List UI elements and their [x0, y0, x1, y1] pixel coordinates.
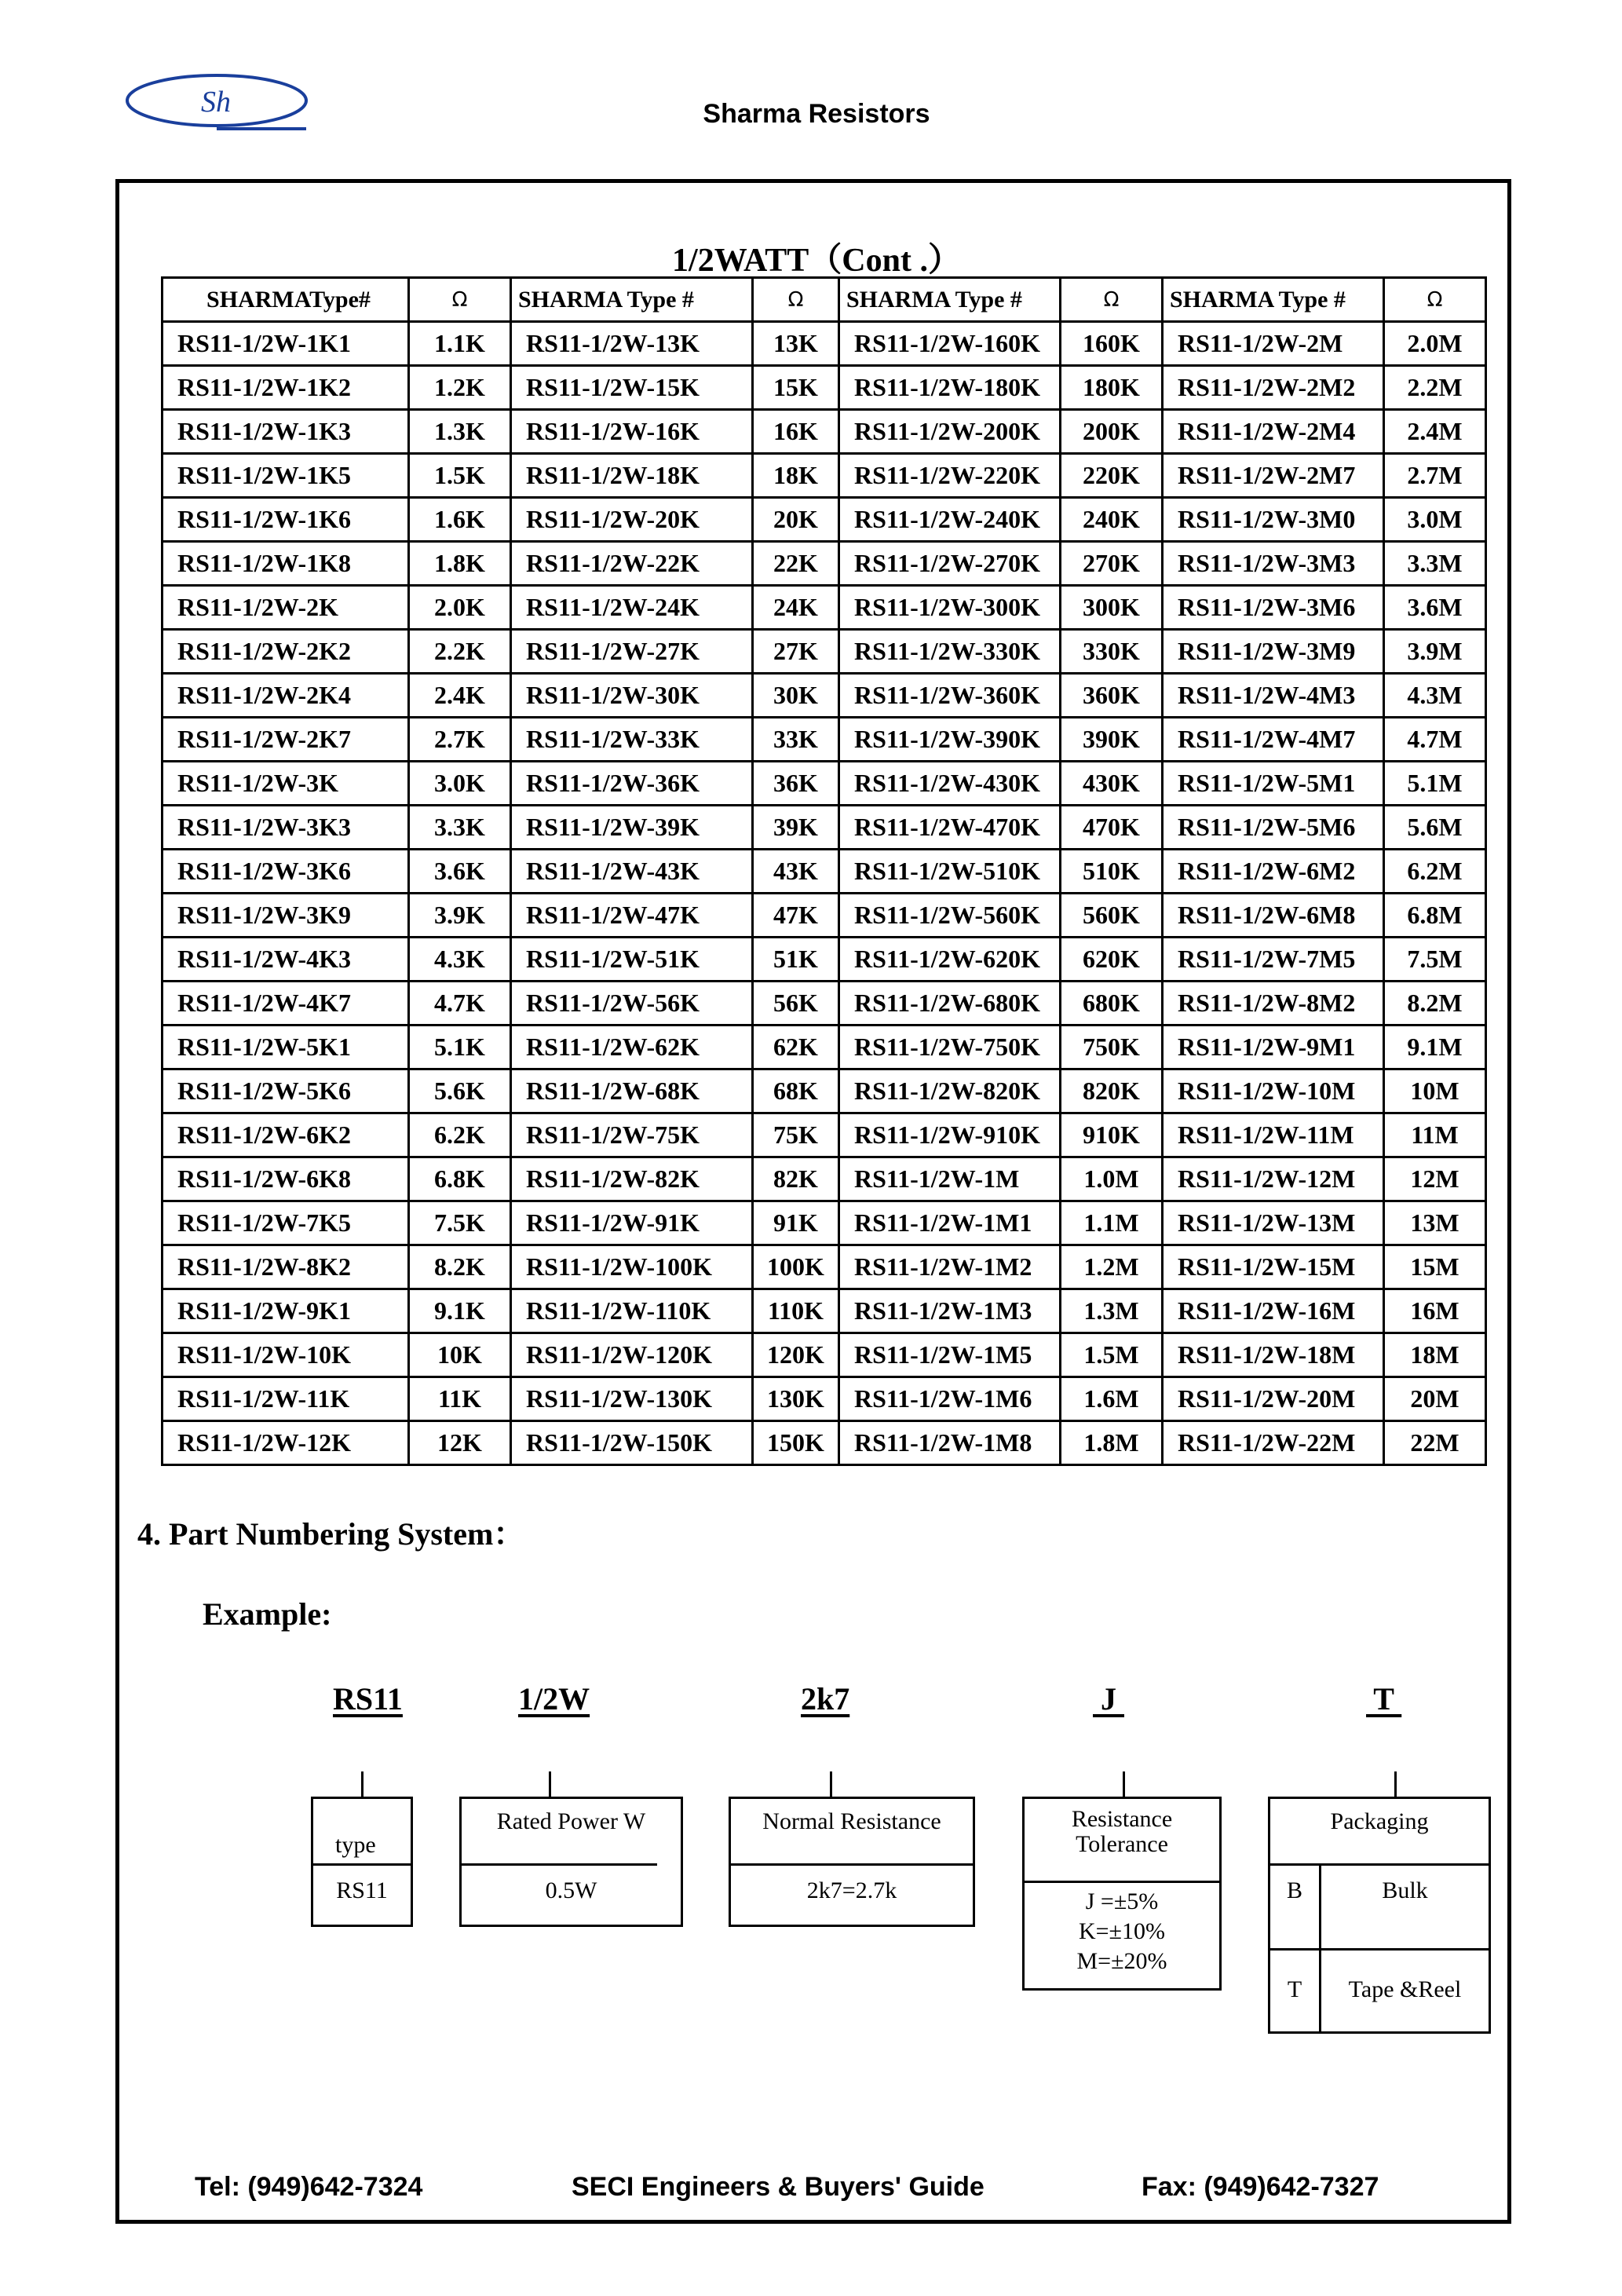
type-number-cell: RS11-1/2W-180K [839, 366, 1061, 410]
type-box-value: RS11 [336, 1877, 388, 1903]
resistance-value-cell: 47K [753, 894, 839, 938]
example-part-resistance: 2k7 [801, 1681, 850, 1717]
table-row [163, 1157, 1486, 1201]
type-number-cell: RS11-1/2W-33K [511, 718, 753, 762]
type-number-cell: RS11-1/2W-6K2 [163, 1113, 409, 1157]
resistance-value-cell: 1.3M [1061, 1289, 1163, 1333]
resistance-value-cell: 220K [1061, 454, 1163, 498]
packaging-title: Packaging [1330, 1808, 1429, 1834]
type-number-cell: RS11-1/2W-4K7 [163, 982, 409, 1026]
table-row [163, 586, 1486, 630]
table-row [163, 322, 1486, 366]
section-heading: 4. Part Numbering System： [137, 1516, 525, 1552]
type-number-cell: RS11-1/2W-1K3 [163, 410, 409, 454]
resistance-value-cell: 3.6M [1384, 586, 1486, 630]
type-number-cell: RS11-1/2W-12M [1163, 1157, 1384, 1201]
resistance-value-cell: 3.6K [409, 850, 511, 894]
resistance-value-cell: 56K [753, 982, 839, 1026]
resistance-value-cell: 6.8M [1384, 894, 1486, 938]
resistance-value-cell: 130K [753, 1377, 839, 1421]
resistance-value-cell: 6.8K [409, 1157, 511, 1201]
resistance-value-cell: 11M [1384, 1113, 1486, 1157]
divider [1270, 1948, 1489, 1951]
resistance-value-cell: 620K [1061, 938, 1163, 982]
resistance-value-cell: 36K [753, 762, 839, 806]
type-box-title: type [335, 1832, 376, 1858]
resistance-value-cell: 300K [1061, 586, 1163, 630]
type-number-cell: RS11-1/2W-36K [511, 762, 753, 806]
type-number-cell: RS11-1/2W-2M4 [1163, 410, 1384, 454]
type-number-cell: RS11-1/2W-27K [511, 630, 753, 674]
resistance-value-cell: 1.0M [1061, 1157, 1163, 1201]
type-number-cell: RS11-1/2W-510K [839, 850, 1061, 894]
type-number-cell: RS11-1/2W-2M [1163, 322, 1384, 366]
resistance-value-cell: 7.5M [1384, 938, 1486, 982]
type-number-cell: RS11-1/2W-680K [839, 982, 1061, 1026]
table-row [163, 542, 1486, 586]
resistance-value-cell: 3.3K [409, 806, 511, 850]
type-number-cell: RS11-1/2W-7M5 [1163, 938, 1384, 982]
type-number-cell: RS11-1/2W-300K [839, 586, 1061, 630]
type-number-cell: RS11-1/2W-360K [839, 674, 1061, 718]
type-number-cell: RS11-1/2W-6M2 [1163, 850, 1384, 894]
type-number-cell: RS11-1/2W-8K2 [163, 1245, 409, 1289]
type-number-cell: RS11-1/2W-30K [511, 674, 753, 718]
type-box [311, 1797, 413, 1927]
resistance-value-cell: 2.0M [1384, 322, 1486, 366]
resistance-value-cell: 24K [753, 586, 839, 630]
type-number-cell: RS11-1/2W-10M [1163, 1069, 1384, 1113]
type-number-cell: RS11-1/2W-56K [511, 982, 753, 1026]
type-number-cell: RS11-1/2W-5K6 [163, 1069, 409, 1113]
rated-power-value: 0.5W [545, 1877, 597, 1903]
resistance-value-cell: 2.4K [409, 674, 511, 718]
footer-tel: Tel: (949)642-7324 [195, 2172, 423, 2202]
type-number-cell: RS11-1/2W-240K [839, 498, 1061, 542]
packaging-code-bulk: B [1286, 1877, 1302, 1903]
table-row [163, 1201, 1486, 1245]
normal-resistance-title: Normal Resistance [762, 1808, 941, 1834]
type-number-cell: RS11-1/2W-5M6 [1163, 806, 1384, 850]
header-ohm-2: Ω [753, 278, 839, 322]
type-number-cell: RS11-1/2W-6K8 [163, 1157, 409, 1201]
normal-resistance-box [729, 1797, 975, 1927]
tolerance-values [1025, 1887, 1219, 1976]
resistance-value-cell: 150K [753, 1421, 839, 1465]
type-number-cell: RS11-1/2W-3K3 [163, 806, 409, 850]
resistance-value-cell: 2.0K [409, 586, 511, 630]
example-part-power: 1/2W [518, 1681, 590, 1717]
resistance-value-cell: 2.2M [1384, 366, 1486, 410]
company-name: Sharma Resistors [703, 99, 930, 129]
resistance-value-cell: 180K [1061, 366, 1163, 410]
type-number-cell: RS11-1/2W-1M6 [839, 1377, 1061, 1421]
type-number-cell: RS11-1/2W-1M3 [839, 1289, 1061, 1333]
type-number-cell: RS11-1/2W-2M2 [1163, 366, 1384, 410]
resistance-value-cell: 4.3K [409, 938, 511, 982]
resistance-value-cell: 160K [1061, 322, 1163, 366]
resistance-value-cell: 4.7M [1384, 718, 1486, 762]
resistor-table [161, 276, 1487, 1466]
type-number-cell: RS11-1/2W-270K [839, 542, 1061, 586]
resistance-value-cell: 560K [1061, 894, 1163, 938]
resistance-value-cell: 510K [1061, 850, 1163, 894]
type-number-cell: RS11-1/2W-160K [839, 322, 1061, 366]
table-row [163, 1113, 1486, 1157]
resistance-value-cell: 120K [753, 1333, 839, 1377]
type-number-cell: RS11-1/2W-5M1 [1163, 762, 1384, 806]
resistance-value-cell: 1.1K [409, 322, 511, 366]
connector-tick [830, 1771, 832, 1797]
type-number-cell: RS11-1/2W-3M6 [1163, 586, 1384, 630]
tolerance-box [1022, 1797, 1222, 1991]
type-number-cell: RS11-1/2W-75K [511, 1113, 753, 1157]
type-number-cell: RS11-1/2W-11K [163, 1377, 409, 1421]
resistance-value-cell: 5.6M [1384, 806, 1486, 850]
resistance-value-cell: 13K [753, 322, 839, 366]
connector-tick [1123, 1771, 1125, 1797]
type-number-cell: RS11-1/2W-24K [511, 586, 753, 630]
table-row [163, 894, 1486, 938]
resistance-value-cell: 5.1M [1384, 762, 1486, 806]
type-number-cell: RS11-1/2W-13M [1163, 1201, 1384, 1245]
type-number-cell: RS11-1/2W-6M8 [1163, 894, 1384, 938]
type-number-cell: RS11-1/2W-39K [511, 806, 753, 850]
footer-guide: SECI Engineers & Buyers' Guide [572, 2172, 985, 2202]
resistance-value-cell: 1.8K [409, 542, 511, 586]
type-number-cell: RS11-1/2W-1M [839, 1157, 1061, 1201]
type-number-cell: RS11-1/2W-62K [511, 1026, 753, 1069]
logo-text: Sh [201, 86, 231, 119]
tolerance-title-line2: Tolerance [1076, 1831, 1168, 1857]
resistance-value-cell: 2.4M [1384, 410, 1486, 454]
resistance-value-cell: 75K [753, 1113, 839, 1157]
rated-power-title: Rated Power W [496, 1808, 646, 1834]
header-ohm-4: Ω [1384, 278, 1486, 322]
type-number-cell: RS11-1/2W-4M3 [1163, 674, 1384, 718]
table-row [163, 674, 1486, 718]
type-number-cell: RS11-1/2W-100K [511, 1245, 753, 1289]
table-row [163, 1026, 1486, 1069]
resistance-value-cell: 82K [753, 1157, 839, 1201]
normal-resistance-value: 2k7=2.7k [806, 1877, 897, 1903]
header-type-2: SHARMA Type # [511, 278, 753, 322]
header-ohm-1: Ω [409, 278, 511, 322]
type-number-cell: RS11-1/2W-220K [839, 454, 1061, 498]
type-number-cell: RS11-1/2W-4M7 [1163, 718, 1384, 762]
resistance-value-cell: 5.6K [409, 1069, 511, 1113]
packaging-label-bulk: Bulk [1382, 1877, 1428, 1903]
resistance-value-cell: 680K [1061, 982, 1163, 1026]
table-title: 1/2WATT（Cont .） [672, 243, 961, 279]
resistance-value-cell: 10K [409, 1333, 511, 1377]
tolerance-value: K=±10% [1078, 1918, 1166, 1944]
type-number-cell: RS11-1/2W-620K [839, 938, 1061, 982]
resistance-value-cell: 2.7K [409, 718, 511, 762]
type-number-cell: RS11-1/2W-470K [839, 806, 1061, 850]
packaging-label-tape: Tape &Reel [1348, 1976, 1462, 2002]
type-number-cell: RS11-1/2W-820K [839, 1069, 1061, 1113]
type-number-cell: RS11-1/2W-18K [511, 454, 753, 498]
type-number-cell: RS11-1/2W-560K [839, 894, 1061, 938]
table-row [163, 806, 1486, 850]
type-number-cell: RS11-1/2W-1M1 [839, 1201, 1061, 1245]
divider [731, 1863, 973, 1866]
type-number-cell: RS11-1/2W-15M [1163, 1245, 1384, 1289]
type-number-cell: RS11-1/2W-430K [839, 762, 1061, 806]
resistance-value-cell: 4.3M [1384, 674, 1486, 718]
type-number-cell: RS11-1/2W-43K [511, 850, 753, 894]
type-number-cell: RS11-1/2W-2M7 [1163, 454, 1384, 498]
header-ohm-3: Ω [1061, 278, 1163, 322]
resistance-value-cell: 3.0M [1384, 498, 1486, 542]
resistance-value-cell: 5.1K [409, 1026, 511, 1069]
example-part-packaging: T [1366, 1681, 1402, 1717]
divider [1270, 1863, 1489, 1866]
table-row [163, 630, 1486, 674]
type-number-cell: RS11-1/2W-47K [511, 894, 753, 938]
resistance-value-cell: 240K [1061, 498, 1163, 542]
type-number-cell: RS11-1/2W-3M3 [1163, 542, 1384, 586]
table-row [163, 762, 1486, 806]
resistance-value-cell: 1.5M [1061, 1333, 1163, 1377]
type-number-cell: RS11-1/2W-330K [839, 630, 1061, 674]
table-row [163, 982, 1486, 1026]
type-number-cell: RS11-1/2W-3K6 [163, 850, 409, 894]
resistance-value-cell: 110K [753, 1289, 839, 1333]
resistance-value-cell: 62K [753, 1026, 839, 1069]
resistance-value-cell: 3.3M [1384, 542, 1486, 586]
type-number-cell: RS11-1/2W-18M [1163, 1333, 1384, 1377]
resistance-value-cell: 1.6K [409, 498, 511, 542]
type-number-cell: RS11-1/2W-11M [1163, 1113, 1384, 1157]
resistance-value-cell: 820K [1061, 1069, 1163, 1113]
resistance-value-cell: 1.2M [1061, 1245, 1163, 1289]
type-number-cell: RS11-1/2W-16K [511, 410, 753, 454]
resistance-value-cell: 18M [1384, 1333, 1486, 1377]
example-label: Example: [203, 1596, 332, 1632]
resistance-value-cell: 1.3K [409, 410, 511, 454]
type-number-cell: RS11-1/2W-15K [511, 366, 753, 410]
type-number-cell: RS11-1/2W-8M2 [1163, 982, 1384, 1026]
resistance-value-cell: 1.1M [1061, 1201, 1163, 1245]
resistance-value-cell: 13M [1384, 1201, 1486, 1245]
resistance-value-cell: 91K [753, 1201, 839, 1245]
packaging-box [1268, 1797, 1491, 2034]
table-row [163, 1069, 1486, 1113]
table-row [163, 454, 1486, 498]
table-row [163, 1289, 1486, 1333]
type-number-cell: RS11-1/2W-2K4 [163, 674, 409, 718]
resistance-value-cell: 1.6M [1061, 1377, 1163, 1421]
type-number-cell: RS11-1/2W-390K [839, 718, 1061, 762]
table-row [163, 1245, 1486, 1289]
example-part-series: RS11 [333, 1681, 403, 1717]
footer-fax: Fax: (949)642-7327 [1142, 2172, 1379, 2202]
type-number-cell: RS11-1/2W-10K [163, 1333, 409, 1377]
type-number-cell: RS11-1/2W-7K5 [163, 1201, 409, 1245]
resistance-value-cell: 11K [409, 1377, 511, 1421]
resistance-value-cell: 100K [753, 1245, 839, 1289]
resistance-value-cell: 10M [1384, 1069, 1486, 1113]
tolerance-value: J =±5% [1085, 1888, 1159, 1914]
resistance-value-cell: 470K [1061, 806, 1163, 850]
type-number-cell: RS11-1/2W-120K [511, 1333, 753, 1377]
header-type-1: SHARMAType# [163, 278, 409, 322]
resistance-value-cell: 6.2M [1384, 850, 1486, 894]
resistance-value-cell: 27K [753, 630, 839, 674]
type-number-cell: RS11-1/2W-3M0 [1163, 498, 1384, 542]
resistance-value-cell: 200K [1061, 410, 1163, 454]
resistance-value-cell: 39K [753, 806, 839, 850]
table-row [163, 850, 1486, 894]
resistance-value-cell: 3.9K [409, 894, 511, 938]
resistance-value-cell: 33K [753, 718, 839, 762]
connector-tick [1394, 1771, 1397, 1797]
type-number-cell: RS11-1/2W-910K [839, 1113, 1061, 1157]
rated-power-box [459, 1797, 683, 1927]
table-row [163, 1333, 1486, 1377]
resistance-value-cell: 20K [753, 498, 839, 542]
connector-tick [361, 1771, 363, 1797]
resistance-value-cell: 20M [1384, 1377, 1486, 1421]
resistance-value-cell: 430K [1061, 762, 1163, 806]
table-row [163, 938, 1486, 982]
resistance-value-cell: 22K [753, 542, 839, 586]
resistance-value-cell: 51K [753, 938, 839, 982]
type-number-cell: RS11-1/2W-16M [1163, 1289, 1384, 1333]
type-number-cell: RS11-1/2W-3K [163, 762, 409, 806]
table-row [163, 718, 1486, 762]
resistance-value-cell: 6.2K [409, 1113, 511, 1157]
type-number-cell: RS11-1/2W-130K [511, 1377, 753, 1421]
type-number-cell: RS11-1/2W-82K [511, 1157, 753, 1201]
divider [462, 1863, 657, 1866]
type-number-cell: RS11-1/2W-1M5 [839, 1333, 1061, 1377]
type-number-cell: RS11-1/2W-150K [511, 1421, 753, 1465]
type-number-cell: RS11-1/2W-1M8 [839, 1421, 1061, 1465]
type-number-cell: RS11-1/2W-20M [1163, 1377, 1384, 1421]
type-number-cell: RS11-1/2W-13K [511, 322, 753, 366]
resistance-value-cell: 390K [1061, 718, 1163, 762]
resistance-value-cell: 16K [753, 410, 839, 454]
type-number-cell: RS11-1/2W-2K7 [163, 718, 409, 762]
resistance-value-cell: 270K [1061, 542, 1163, 586]
resistance-value-cell: 750K [1061, 1026, 1163, 1069]
resistance-value-cell: 910K [1061, 1113, 1163, 1157]
table-row [163, 1377, 1486, 1421]
resistance-value-cell: 3.9M [1384, 630, 1486, 674]
resistance-value-cell: 330K [1061, 630, 1163, 674]
header-type-4: SHARMA Type # [1163, 278, 1384, 322]
table-header-row [163, 278, 1486, 322]
connector-tick [549, 1771, 551, 1797]
type-number-cell: RS11-1/2W-1M2 [839, 1245, 1061, 1289]
type-number-cell: RS11-1/2W-110K [511, 1289, 753, 1333]
table-body [163, 322, 1486, 1465]
resistance-value-cell: 7.5K [409, 1201, 511, 1245]
resistance-value-cell: 15M [1384, 1245, 1486, 1289]
type-number-cell: RS11-1/2W-1K1 [163, 322, 409, 366]
resistance-value-cell: 3.0K [409, 762, 511, 806]
resistance-value-cell: 12M [1384, 1157, 1486, 1201]
type-number-cell: RS11-1/2W-3K9 [163, 894, 409, 938]
resistance-value-cell: 18K [753, 454, 839, 498]
company-logo [124, 72, 309, 135]
type-number-cell: RS11-1/2W-1K2 [163, 366, 409, 410]
resistance-value-cell: 2.2K [409, 630, 511, 674]
table-row [163, 410, 1486, 454]
resistance-value-cell: 22M [1384, 1421, 1486, 1465]
resistance-value-cell: 1.8M [1061, 1421, 1163, 1465]
type-number-cell: RS11-1/2W-2K [163, 586, 409, 630]
tolerance-value: M=±20% [1076, 1948, 1167, 1974]
type-number-cell: RS11-1/2W-1K5 [163, 454, 409, 498]
resistance-value-cell: 4.7K [409, 982, 511, 1026]
type-number-cell: RS11-1/2W-68K [511, 1069, 753, 1113]
resistance-value-cell: 9.1K [409, 1289, 511, 1333]
table-row [163, 366, 1486, 410]
resistance-value-cell: 30K [753, 674, 839, 718]
divider [1025, 1881, 1219, 1883]
divider [313, 1863, 411, 1866]
type-number-cell: RS11-1/2W-20K [511, 498, 753, 542]
type-number-cell: RS11-1/2W-51K [511, 938, 753, 982]
type-number-cell: RS11-1/2W-91K [511, 1201, 753, 1245]
type-number-cell: RS11-1/2W-9K1 [163, 1289, 409, 1333]
type-number-cell: RS11-1/2W-12K [163, 1421, 409, 1465]
header-type-3: SHARMA Type # [839, 278, 1061, 322]
packaging-code-tape: T [1287, 1976, 1302, 2002]
type-number-cell: RS11-1/2W-9M1 [1163, 1026, 1384, 1069]
type-number-cell: RS11-1/2W-1K8 [163, 542, 409, 586]
table-row [163, 498, 1486, 542]
resistance-value-cell: 9.1M [1384, 1026, 1486, 1069]
resistance-value-cell: 16M [1384, 1289, 1486, 1333]
resistance-value-cell: 8.2K [409, 1245, 511, 1289]
type-number-cell: RS11-1/2W-5K1 [163, 1026, 409, 1069]
table-row [163, 1421, 1486, 1465]
type-number-cell: RS11-1/2W-22K [511, 542, 753, 586]
type-number-cell: RS11-1/2W-200K [839, 410, 1061, 454]
type-number-cell: RS11-1/2W-22M [1163, 1421, 1384, 1465]
resistance-value-cell: 1.2K [409, 366, 511, 410]
resistance-value-cell: 68K [753, 1069, 839, 1113]
resistance-value-cell: 15K [753, 366, 839, 410]
type-number-cell: RS11-1/2W-750K [839, 1026, 1061, 1069]
type-number-cell: RS11-1/2W-2K2 [163, 630, 409, 674]
resistance-value-cell: 12K [409, 1421, 511, 1465]
type-number-cell: RS11-1/2W-4K3 [163, 938, 409, 982]
resistance-value-cell: 2.7M [1384, 454, 1486, 498]
resistance-value-cell: 43K [753, 850, 839, 894]
example-part-tolerance: J [1093, 1681, 1124, 1717]
resistance-value-cell: 360K [1061, 674, 1163, 718]
type-number-cell: RS11-1/2W-1K6 [163, 498, 409, 542]
resistance-value-cell: 8.2M [1384, 982, 1486, 1026]
tolerance-title [1025, 1807, 1219, 1857]
resistance-value-cell: 1.5K [409, 454, 511, 498]
type-number-cell: RS11-1/2W-3M9 [1163, 630, 1384, 674]
tolerance-title-line1: Resistance [1071, 1806, 1173, 1832]
